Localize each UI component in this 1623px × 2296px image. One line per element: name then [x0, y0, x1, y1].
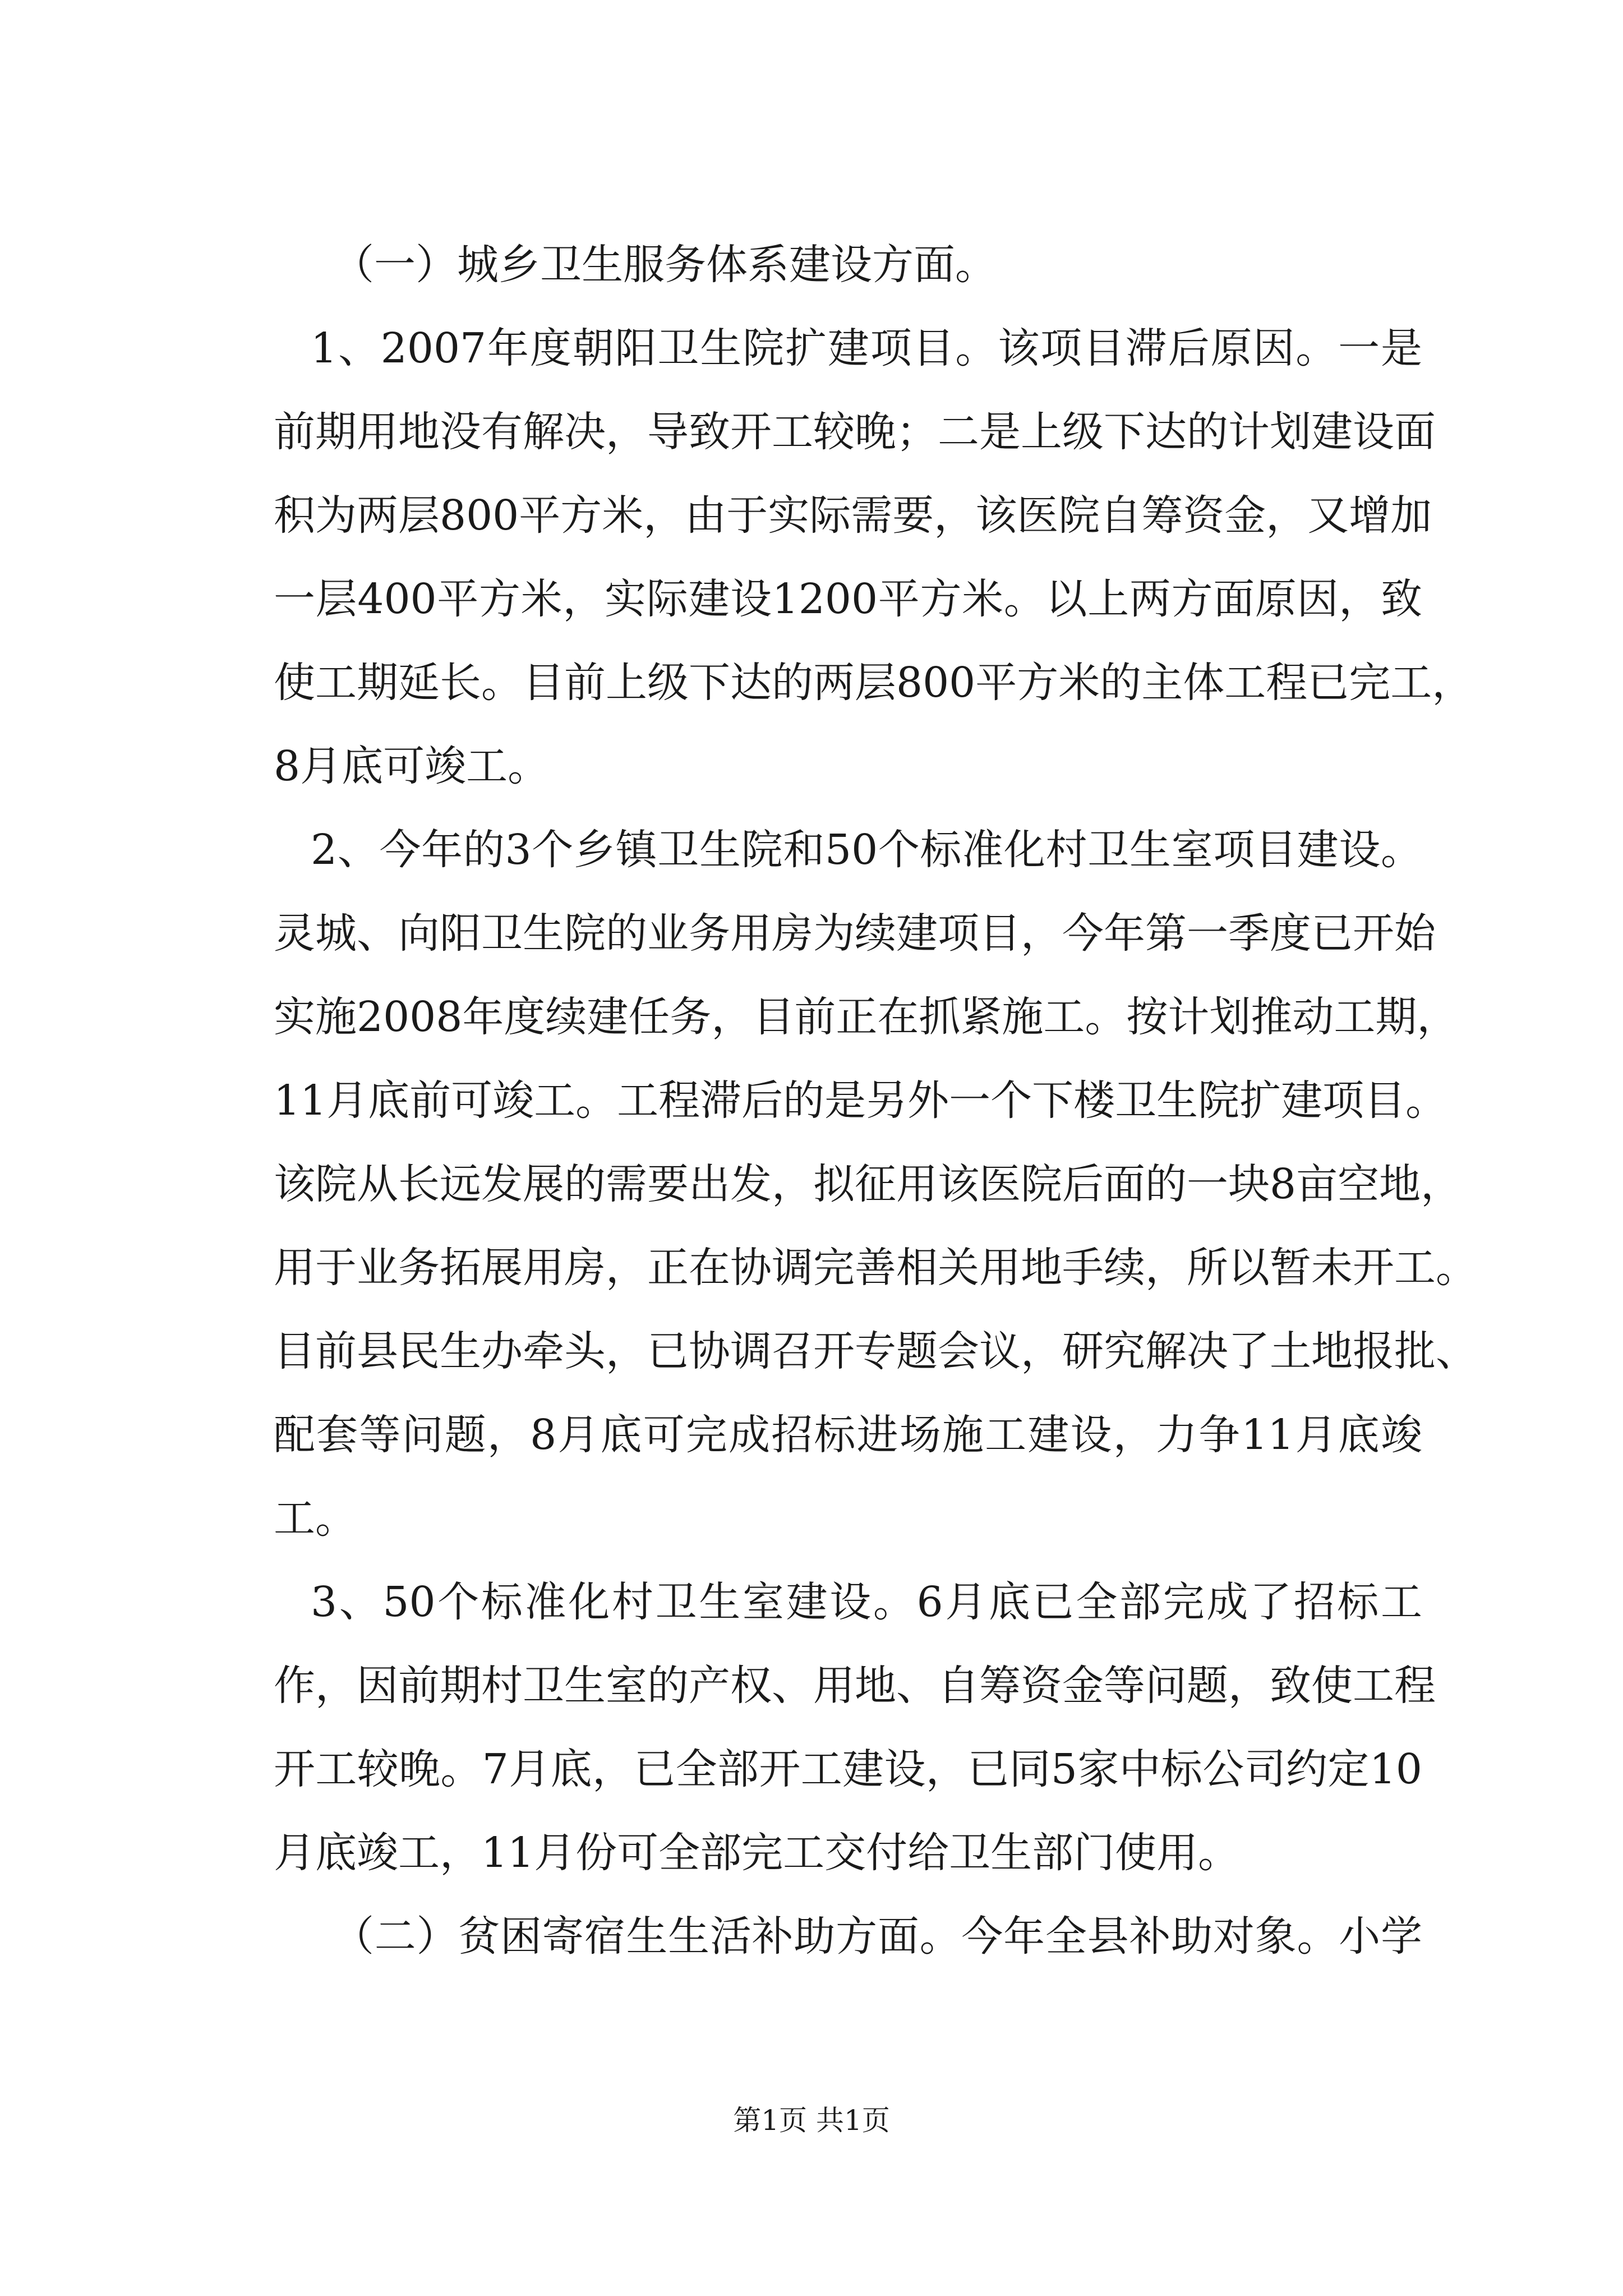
paragraph-line: 一层400平方米，实际建设1200平方米。以上两方面原因，致: [274, 575, 1422, 623]
paragraph-line: 积为两层800平方米，由于实际需要，该医院自筹资金，又增加: [274, 491, 1432, 540]
paragraph-line: 3、50个标准化村卫生室建设。6月底已全部完成了招标工: [311, 1578, 1422, 1626]
paragraph-line: 前期用地没有解决，导致开工较晚；二是上级下达的计划建设面: [274, 408, 1436, 456]
paragraph-line: 2、今年的3个乡镇卫生院和50个标准化村卫生室项目建设。: [311, 826, 1422, 874]
paragraph-line: 月底竣工，11月份可全部完工交付给卫生部门使用。: [274, 1829, 1240, 1877]
page-footer: 第1页 共1页: [733, 2104, 890, 2137]
paragraph-line: 配套等问题，8月底可完成招标进场施工建设，力争11月底竣: [274, 1411, 1422, 1459]
paragraph-line: 11月底前可竣工。工程滞后的是另外一个下楼卫生院扩建项目。: [274, 1076, 1447, 1125]
paragraph-line: 工。: [274, 1494, 357, 1543]
paragraph-line: 该院从长远发展的需要出发，拟征用该医院后面的一块8亩空地，: [274, 1160, 1463, 1208]
paragraph-line: 使工期延长。目前上级下达的两层800平方米的主体工程已完工，: [274, 659, 1474, 707]
section-heading-2: （二）贫困寄宿生生活补助方面。今年全县补助对象。小学: [333, 1912, 1422, 1961]
section-heading-1: （一）城乡卫生服务体系建设方面。: [333, 241, 997, 289]
paragraph-line: 作，因前期村卫生室的产权、用地、自筹资金等问题，致使工程: [274, 1662, 1436, 1710]
paragraph-line: 8月底可竣工。: [274, 742, 550, 790]
paragraph-line: 灵城、向阳卫生院的业务用房为续建项目，今年第一季度已开始: [274, 909, 1436, 958]
paragraph-line: 目前县民生办牵头，已协调召开专题会议，研究解决了土地报批、: [274, 1327, 1477, 1375]
paragraph-line: 用于业务拓展用房，正在协调完善相关用地手续，所以暂未开工。: [274, 1244, 1477, 1292]
paragraph-line: 1、2007年度朝阳卫生院扩建项目。该项目滞后原因。一是: [311, 324, 1422, 372]
document-body: [274, 223, 1477, 1978]
paragraph-line: 实施2008年度续建任务，目前正在抓紧施工。按计划推动工期，: [274, 993, 1459, 1041]
paragraph-line: 开工较晚。7月底，已全部开工建设，已同5家中标公司约定10: [274, 1745, 1422, 1793]
